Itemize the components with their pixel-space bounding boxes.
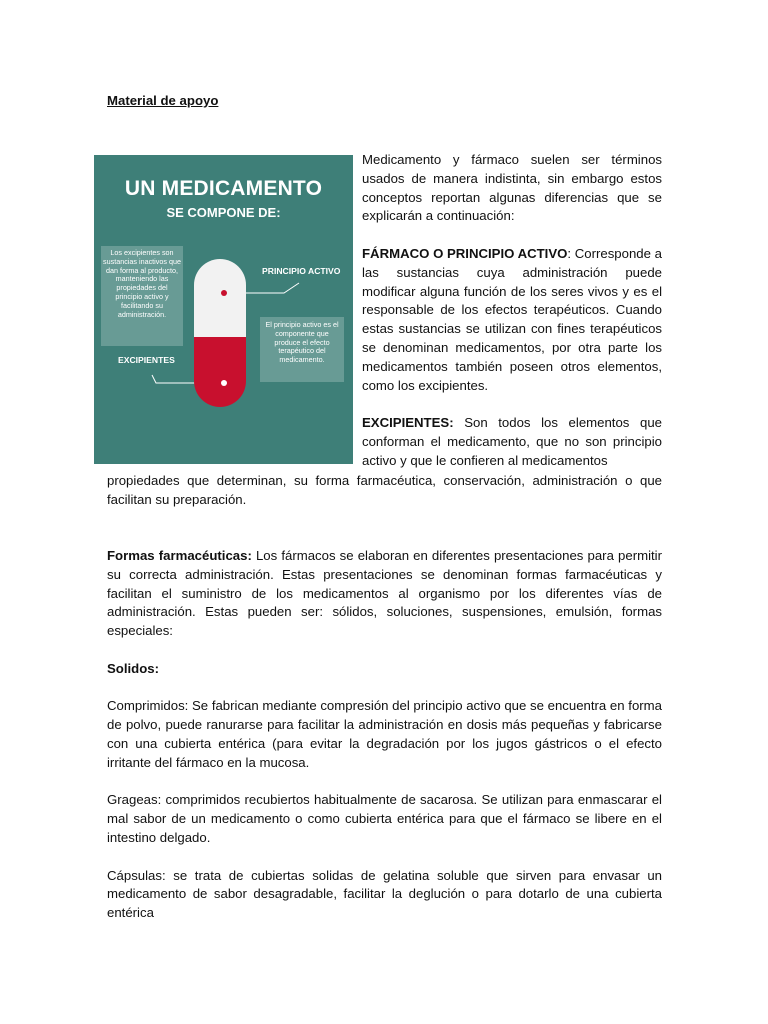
excipients-description-box: Los excipientes son sustancias inactivos que dan forma al producto, manteniendo las propiedades del principio activo y facilitando su administración.: [101, 246, 183, 346]
right-column-text: [362, 151, 662, 471]
grageas-paragraph: Grageas: comprimidos recubiertos habitualmente de sacarosa. Se utilizan para enmascarar el mal sabor de un medicamento o como cubierta entérica para que el fármaco se libere en el intestino delgado.: [107, 792, 662, 845]
active-ingredient-dot: [221, 290, 227, 296]
infographic-title: UN MEDICAMENTO: [124, 177, 323, 200]
excipientes-continuation: [107, 472, 662, 510]
capsule-white-half: [194, 259, 246, 337]
infographic-subtitle: SE COMPONE DE:: [166, 205, 281, 220]
formas-term: Formas farmacéuticas:: [107, 548, 252, 563]
formas-text: Los fármacos se elaboran en diferentes presentaciones para permitir su correcta administración. Estas presentaciones se denominan formas farmacéuticas y facilitan el suministro de los medicamentos al organismo por los diferentes vías de administración. Estas pueden ser: sólidos, soluciones, suspensiones, emulsión, formas especiales:: [107, 548, 662, 639]
intro-paragraph: Medicamento y fármaco suelen ser términos usados de manera indistinta, sin embargo estos conceptos reportan algunas diferencias que se explicarán a continuación:: [362, 152, 662, 224]
excipientes-text: Son todos los elementos que conforman el medicamento, que no son principio activo y que le confieren al medicamentos: [362, 415, 662, 468]
excipientes-continuation-text: propiedades que determinan, su forma farmacéutica, conservación, administración o que facilitan su preparación.: [107, 473, 662, 507]
formas-section: [107, 547, 662, 923]
farmaco-text: : Corresponde a las sustancias cuya administración puede modificar alguna función de los seres vivos y es el responsable de los efectos terapéuticos. Cuando estas sustancias se utilizan con fines terapéuticos se denominan medicamentos, por otra parte los medicamentos también poseen otros elementos, como los excipientes.: [362, 245, 662, 393]
excipientes-term: EXCIPIENTES:: [362, 415, 454, 431]
excipientes-label: EXCIPIENTES: [118, 355, 175, 365]
active-ingredient-description-box: El principio activo es el componente que produce el efecto terapéutico del medicamento.: [260, 317, 344, 382]
excipient-dot: [221, 380, 227, 386]
comprimidos-paragraph: Comprimidos: Se fabrican mediante compresión del principio activo que se encuentra en forma de polvo, puede ranurarse para facilitar la administración en dosis más pequeñas y fabricarse con una cubierta entérica (para evitar la degradación por los jugos gástricos o el efecto irritante del fármaco en la mucosa.: [107, 698, 662, 770]
farmaco-paragraph: [362, 245, 662, 395]
capsulas-paragraph: Cápsulas: se trata de cubiertas solidas de gelatina soluble que sirven para envasar un medicamento de sabor desagradable, facilitar la deglución o para dotarlo de una cubierta entérica: [107, 867, 662, 921]
capsule-red-half: [194, 337, 246, 407]
page-heading: Material de apoyo: [107, 93, 219, 108]
principio-activo-label: PRINCIPIO ACTIVO: [262, 266, 341, 276]
farmaco-term: FÁRMACO O PRINCIPIO ACTIVO: [362, 245, 568, 261]
solidos-heading: Solidos:: [107, 660, 160, 676]
capsule-diagram: [94, 155, 353, 464]
excipientes-paragraph: [362, 414, 662, 470]
formas-paragraph: [107, 547, 662, 641]
medicine-infographic: [94, 155, 353, 464]
